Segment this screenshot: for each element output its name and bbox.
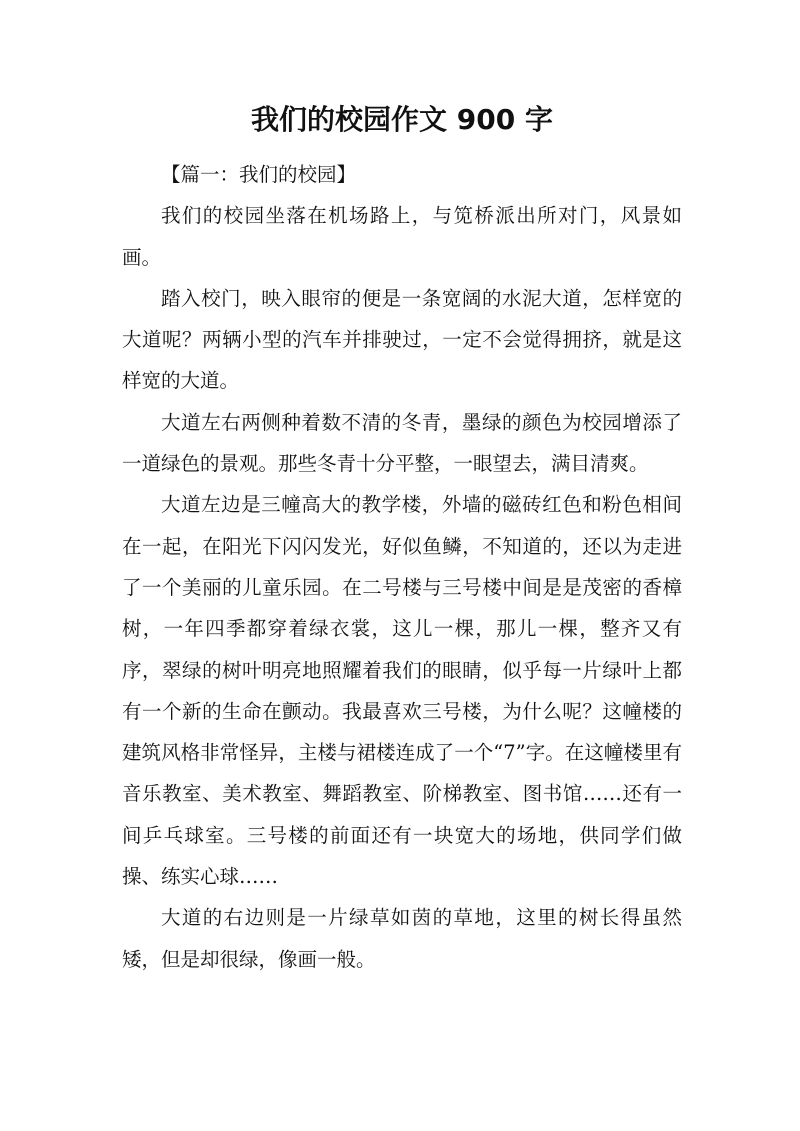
document-title: 我们的校园作文 900 字 xyxy=(251,103,553,136)
section-heading: 【篇一：我们的校园】 xyxy=(161,163,357,186)
paragraph-1: 我们的校园坐落在机场路上，与笕桥派出所对门，风景如画。 xyxy=(122,204,682,269)
paragraph-4: 大道左边是三幢高大的教学楼，外墙的磁砖红色和粉色相间在一起，在阳光下闪闪发光，好似鱼鳞，不知道的，还以为走进了一个美丽的儿童乐园。在二号楼与三号楼中间是是茂密的香樟树，一年四季都穿着绿衣裳，这儿一棵，那儿一棵，整齐又有序，翠绿的树叶明亮地照耀着我们的眼睛，似乎每一片绿叶上都有一个新的生命在颤动。我最喜欢三号楼，为什么呢？这幢楼的建筑风格非常怪异，主楼与裙楼连成了一个“7”字。在这幢楼里有音乐教室、美术教室、舞蹈教室、阶梯教室、图书馆……还有一间乒乓球室。三号楼的前面还有一块宽大的场地，供同学们做操、练实心球…… xyxy=(122,493,682,889)
paragraph-3: 大道左右两侧种着数不清的冬青，墨绿的颜色为校园增添了一道绿色的景观。那些冬青十分平整，一眼望去，满目清爽。 xyxy=(122,410,682,476)
paragraph-5: 大道的右边则是一片绿草如茵的草地，这里的树长得虽然矮，但是却很绿，像画一般。 xyxy=(122,906,682,971)
paragraph-2: 踏入校门，映入眼帘的便是一条宽阔的水泥大道，怎样宽的大道呢？两辆小型的汽车并排驶过，一定不会觉得拥挤，就是这样宽的大道。 xyxy=(122,286,682,393)
document-body xyxy=(122,154,682,980)
